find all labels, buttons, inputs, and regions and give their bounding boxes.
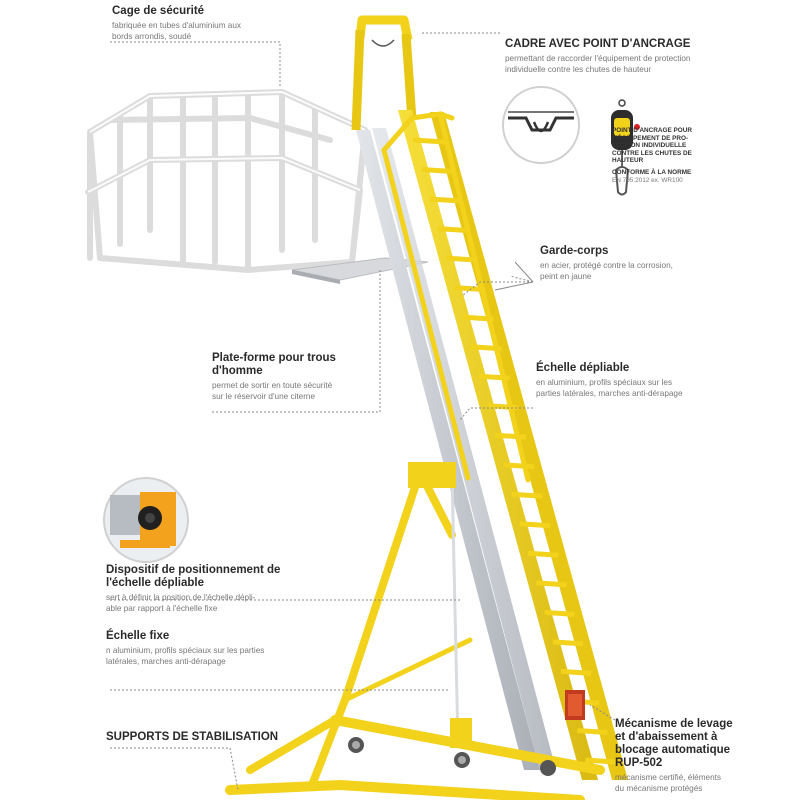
lifting-title-line: et d'abaissement à (615, 731, 718, 743)
anchor-frame-desc-line: permettant de raccorder l'équipement de protection (505, 54, 691, 63)
anchor-point-note (612, 127, 742, 184)
anchor-frame-desc-line: individuelle contre les chutes de hauteur (505, 65, 652, 74)
guardrail-desc-line: en acier, protégé contre la corrosion, (540, 261, 673, 270)
safety-cage-desc (112, 20, 302, 42)
lifting-title-line: Mécanisme de levage (615, 718, 733, 730)
anchor-frame-title: CADRE AVEC POINT D'ANCRAGE (505, 38, 691, 50)
ladder-rung (553, 642, 583, 644)
ladder-rung (577, 731, 607, 733)
fixed-ladder-desc-line: n aluminium, profils spéciaux sur les parties (106, 646, 265, 655)
callout-guardrail (540, 245, 740, 282)
fixed-ladder-desc-line: latérales, marches anti-dérapage (106, 657, 226, 666)
anchor-note-line: L'ÉQUIPEMENT DE PRO- (612, 134, 689, 142)
callout-folding-ladder (536, 362, 736, 399)
lifting-desc-line: mécanisme certifié, éléments (615, 773, 722, 782)
ladder-rung (487, 406, 518, 408)
lifting-title (615, 718, 795, 770)
platform-title-line: d'homme (212, 365, 263, 377)
ladder-rung (520, 524, 551, 526)
folding-ladder-desc (536, 377, 736, 399)
platform-title-line: Plate-forme pour trous (212, 352, 336, 364)
lifting-title-line: RUP-502 (615, 757, 663, 769)
callout-lifting-mechanism (615, 718, 795, 794)
positioning-desc-line: sert à définir la position de l'échelle dépli- (106, 593, 256, 602)
positioning-title-line: l'échelle dépliable (106, 577, 204, 589)
stabilisation-title: SUPPORTS DE STABILISATION (106, 731, 279, 743)
ladder-rung (504, 465, 535, 467)
ladder-rung (430, 199, 461, 201)
positioning-title (106, 564, 306, 590)
ladder-rung (495, 435, 526, 437)
ladder-rung (528, 553, 559, 555)
anchor-note-line: POINT D'ANCRAGE POUR (612, 127, 692, 134)
anchor-point-closeup-icon (503, 87, 579, 163)
ladder-rung (438, 229, 469, 231)
callout-fixed-ladder (106, 630, 306, 667)
guardrail-title: Garde-corps (540, 245, 609, 257)
platform-desc-line: permet de sortir en toute sécurité (212, 381, 333, 390)
ladder-rung (422, 170, 453, 172)
callout-anchor-frame (505, 38, 745, 75)
guardrail-desc (540, 260, 740, 282)
lifting-desc-line: du mécanisme protégés (615, 784, 703, 793)
folding-ladder-title: Échelle dépliable (536, 362, 630, 374)
anchor-note-line: TECTION INDIVIDUELLE (612, 142, 687, 150)
folding-ladder-desc-line: parties latérales, marches anti-dérapage (536, 389, 683, 398)
positioning-desc-line: able par rapport à l'échelle fixe (106, 604, 218, 613)
positioning-title-line: Dispositif de positionnement de (106, 564, 281, 576)
fixed-ladder-desc (106, 645, 306, 667)
safety-cage (88, 92, 365, 270)
platform-desc-line: sur le réservoir d'une citerne (212, 392, 316, 401)
lifting-desc (615, 772, 795, 794)
safety-cage-desc-line: fabriquée en tubes d'aluminium aux (112, 21, 242, 30)
folding-ladder-desc-line: en aluminium, profils spéciaux sur les (536, 378, 673, 387)
fixed-ladder-title: Échelle fixe (106, 630, 170, 642)
callout-stabilisation (106, 731, 306, 744)
positioning-desc (106, 592, 306, 614)
anchor-note-line: HAUTEUR (612, 157, 644, 165)
safety-cage-desc-line: bords arrondis, soudé (112, 32, 192, 41)
callout-positioning (106, 564, 306, 614)
ladder-rung (545, 612, 575, 614)
guardrail-desc-line: peint en jaune (540, 272, 592, 281)
safety-cage-title: Cage de sécurité (112, 5, 205, 17)
anchor-norm-line: EN 795:2012 ex. WR100 (612, 176, 683, 184)
platform-title (212, 352, 382, 378)
ladder-rung (561, 671, 591, 673)
positioning-knob-closeup-icon (104, 478, 188, 562)
ladder-rung (585, 760, 615, 762)
ladder-rung (536, 583, 566, 585)
ladder-rung (512, 494, 543, 496)
anchor-norm-line: CONFORME À LA NORME (612, 168, 692, 176)
anchor-frame-desc (505, 53, 745, 75)
ladder-rung (413, 140, 444, 142)
lifting-title-line: blocage automatique (615, 744, 731, 756)
callout-safety-cage (112, 5, 302, 42)
platform-desc (212, 380, 382, 402)
anchor-note-line: CONTRE LES CHUTES DE (612, 149, 692, 157)
callout-platform (212, 352, 382, 402)
